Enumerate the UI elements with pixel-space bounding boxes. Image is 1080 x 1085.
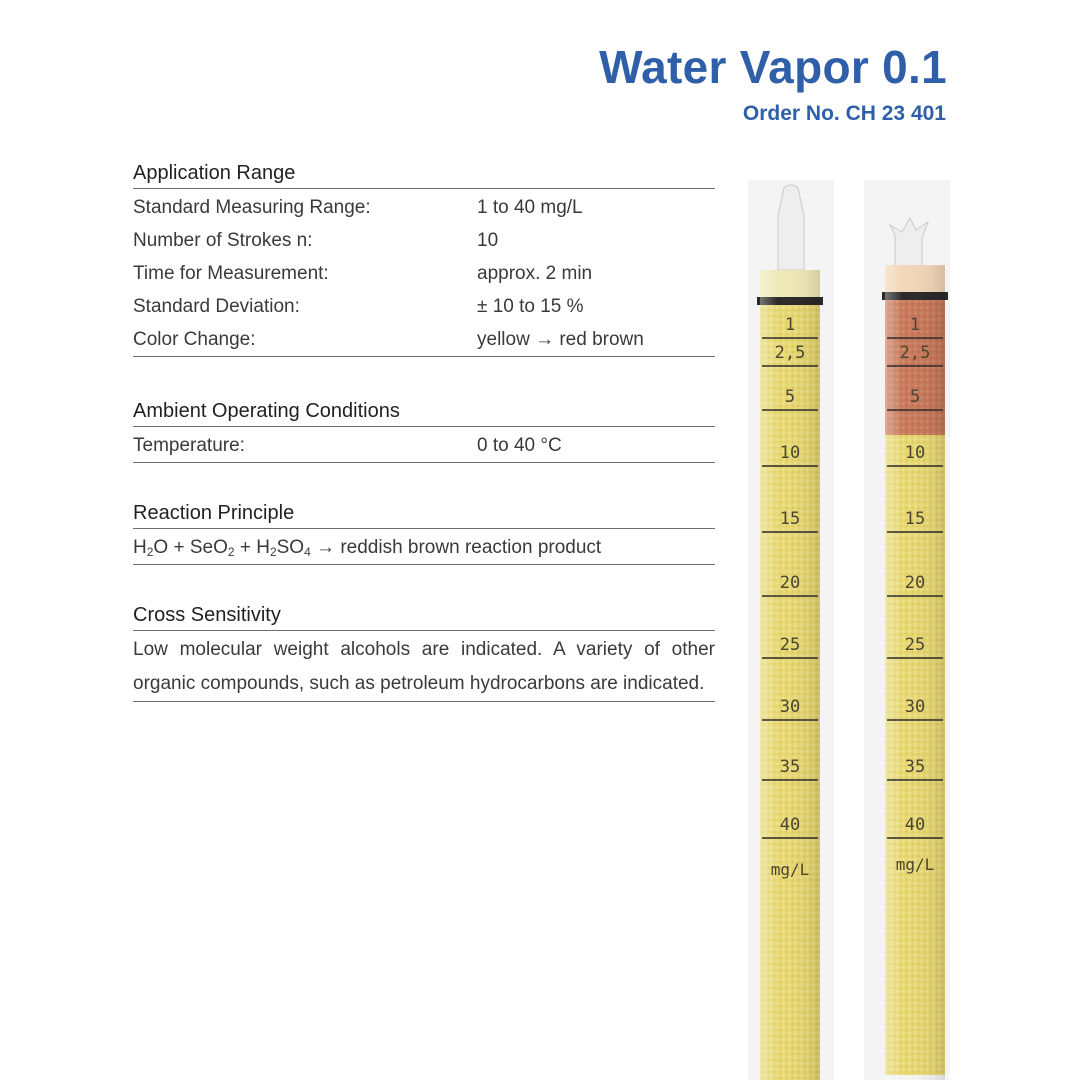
scale-label: 15 <box>779 509 801 529</box>
scale-label: 5 <box>784 387 796 407</box>
reaction-subscript: 2 <box>227 545 235 559</box>
spec-value: approx. 2 min <box>477 263 593 284</box>
spec-label: Standard Measuring Range: <box>133 197 371 218</box>
detector-tubes-image <box>740 180 970 1080</box>
application-range-heading: Application Range <box>133 158 715 189</box>
reaction-subscript: 4 <box>304 545 311 559</box>
scale-label: 20 <box>779 573 801 593</box>
spec-value: 10 <box>477 230 499 251</box>
tubes-svg <box>740 180 970 1080</box>
cross-sensitivity-text: Low molecular weight alcohols are indicated. A variety of other organic compounds, such as petroleum hydrocarbons are indicated. <box>133 639 715 694</box>
spec-label: Color Change: <box>133 329 256 350</box>
reaction-subscript: 2 <box>269 545 277 559</box>
scale-label: 25 <box>779 635 801 655</box>
scale-label: 2,5 <box>899 343 931 363</box>
scale-label: 30 <box>904 697 926 717</box>
scale-label: 30 <box>779 697 801 717</box>
reaction-part: O + SeO <box>153 537 228 558</box>
ambient-conditions-section <box>133 396 715 463</box>
spec-value: yellow → red brown <box>477 329 644 350</box>
spec-label: Time for Measurement: <box>133 263 329 284</box>
scale-label: 20 <box>904 573 926 593</box>
scale-label: 10 <box>904 443 926 463</box>
scale-label: 40 <box>779 815 801 835</box>
spec-row-deviation <box>133 290 715 323</box>
scale-label: 2,5 <box>774 343 806 363</box>
reaction-equation <box>133 529 715 564</box>
spec-label: Number of Strokes n: <box>133 230 313 251</box>
ambient-conditions-heading: Ambient Operating Conditions <box>133 396 715 427</box>
scale-label: 5 <box>909 387 921 407</box>
scale-unit: mg/L <box>770 860 810 879</box>
scale-label: 1 <box>784 315 796 335</box>
scale-label: 15 <box>904 509 926 529</box>
application-range-section <box>133 158 715 357</box>
cross-sensitivity-heading: Cross Sensitivity <box>133 600 715 631</box>
scale-label: 40 <box>904 815 926 835</box>
scale-label: 35 <box>904 757 926 777</box>
reaction-part: SO <box>276 537 305 558</box>
product-title: Water Vapor 0.1 <box>599 41 947 93</box>
spec-label: Standard Deviation: <box>133 296 300 317</box>
spec-row-temperature <box>133 429 715 462</box>
scale-unit: mg/L <box>895 855 935 874</box>
spec-row-color-change <box>133 323 715 356</box>
scale-label: 35 <box>779 757 801 777</box>
tube-tip <box>778 185 804 270</box>
reaction-principle-heading: Reaction Principle <box>133 498 715 529</box>
reaction-subscript: 2 <box>146 545 154 559</box>
spec-row-measuring-range <box>133 191 715 224</box>
order-number: Order No. CH 23 401 <box>742 102 946 125</box>
reaction-part: + H <box>234 537 270 558</box>
reaction-part: → reddish brown reaction product <box>310 537 602 558</box>
spec-value: 0 to 40 °C <box>477 435 562 456</box>
reaction-part: H <box>133 537 147 558</box>
spec-row-strokes <box>133 224 715 257</box>
scale-label: 10 <box>779 443 801 463</box>
reaction-principle-section <box>133 498 715 565</box>
spec-value: 1 to 40 mg/L <box>477 197 583 218</box>
scale-label: 25 <box>904 635 926 655</box>
spec-label: Temperature: <box>133 435 245 456</box>
scale-label: 1 <box>909 315 921 335</box>
spec-value: ± 10 to 15 % <box>477 296 584 317</box>
spec-row-time <box>133 257 715 290</box>
cross-sensitivity-section <box>133 600 715 702</box>
